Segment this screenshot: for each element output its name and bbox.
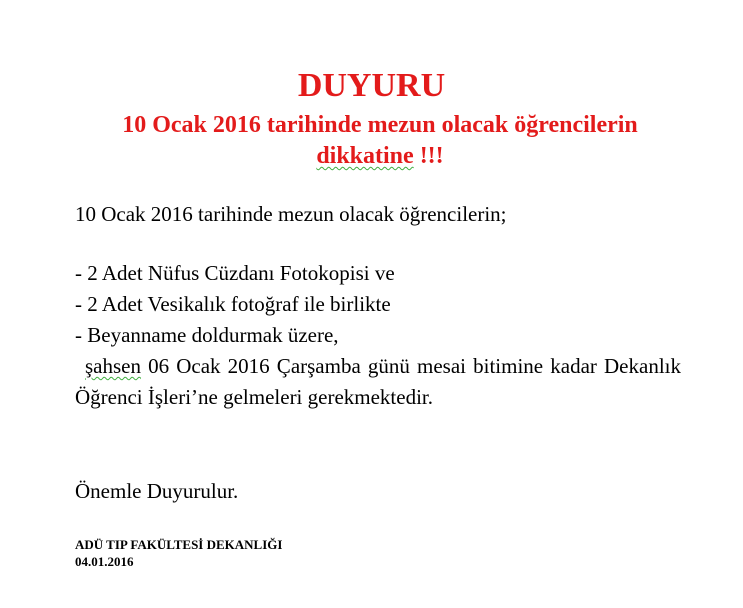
subtitle-line-1: 10 Ocak 2016 tarihinde mezun olacak öğrencilerin — [122, 112, 638, 138]
requirements-list — [75, 258, 681, 351]
signature-date: 04.01.2016 — [75, 554, 134, 569]
announcement-title: DUYURU — [297, 67, 446, 104]
intro-line: 10 Ocak 2016 tarihinde mezun olacak öğrencilerin; — [75, 202, 507, 226]
signature-block — [75, 536, 282, 570]
subtitle-spellcheck-word: dikkatine — [316, 143, 414, 169]
closing-line: Önemle Duyurulur. — [75, 479, 239, 503]
list-item: - Beyanname doldurmak üzere, — [75, 323, 339, 347]
announcement-subtitle — [60, 110, 700, 172]
subtitle-exclamation: !!! — [413, 143, 444, 169]
instruction-paragraph — [75, 351, 681, 413]
signature-organization: ADÜ TIP FAKÜLTESİ DEKANLIĞI — [75, 537, 283, 552]
paragraph-spellcheck-word: şahsen — [85, 354, 141, 378]
list-item: - 2 Adet Nüfus Cüzdanı Fotokopisi ve — [75, 261, 395, 285]
paragraph-rest: 06 Ocak 2016 Çarşamba günü mesai bitimine kadar Dekanlık Öğrenci İşleri’ne gelmeleri gerekmektedir. — [75, 354, 681, 409]
list-item: - 2 Adet Vesikalık fotoğraf ile birlikte — [75, 292, 391, 316]
